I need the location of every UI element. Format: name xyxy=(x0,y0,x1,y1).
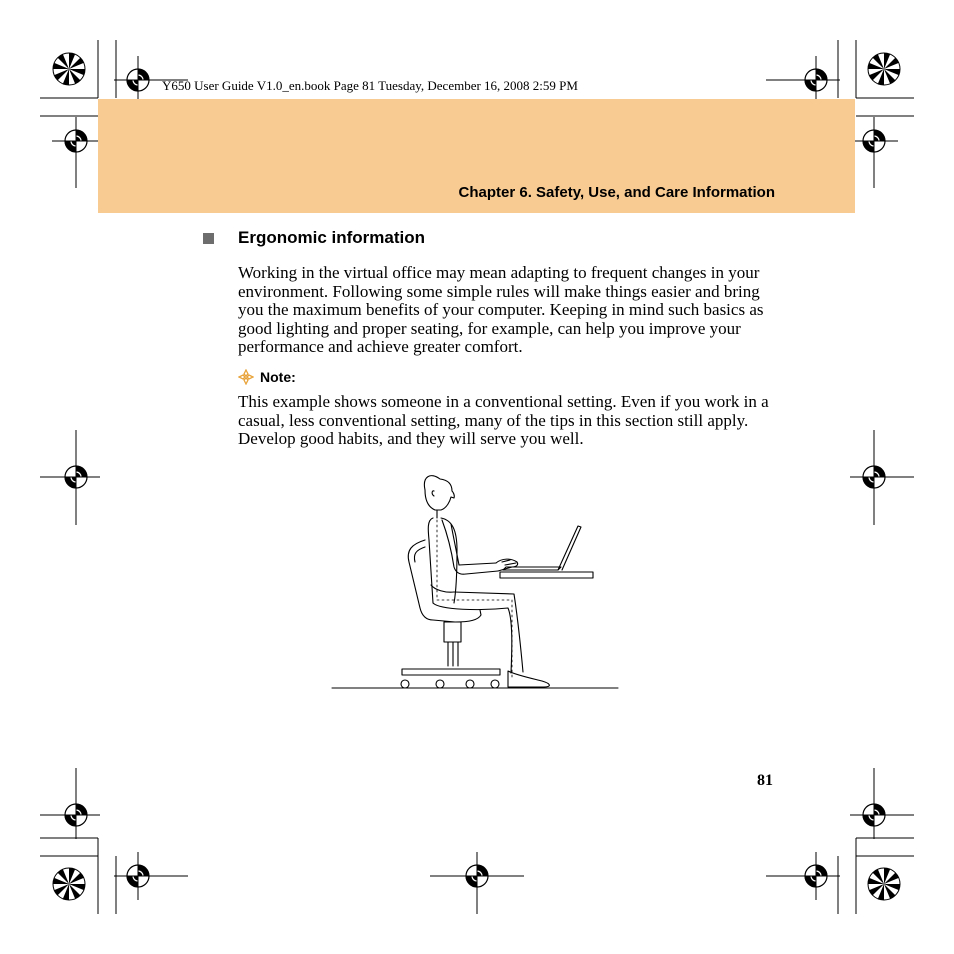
note-label: Note: xyxy=(260,369,296,385)
registration-sun-icon xyxy=(53,868,85,900)
note-header xyxy=(238,369,296,385)
ergonomic-seated-person-illustration xyxy=(330,470,620,692)
diamond-star-icon xyxy=(238,369,254,385)
body-paragraph: Working in the virtual office may mean adapting to frequent changes in your environment. Following some simple rules will make things easier and bring you the maximum benefits of your computer. Keeping in mind such basics as good lighting and proper seating, for example, can help you improve your performance and achieve greater comfort. xyxy=(238,263,764,356)
office-chair xyxy=(401,540,500,688)
note-paragraph: This example shows someone in a conventional setting. Even if you work in a casual, less conventional setting, many of the tips in this section still apply. Develop good habits, and they will serve you well. xyxy=(238,392,769,448)
chapter-header-band xyxy=(98,99,855,213)
desk xyxy=(500,572,593,578)
chapter-title: Chapter 6. Safety, Use, and Care Information xyxy=(458,184,775,201)
person-legs xyxy=(433,592,549,687)
person-head xyxy=(424,476,454,518)
page-number: 81 xyxy=(757,772,773,789)
registration-sun-icon xyxy=(53,53,85,85)
registration-sun-icon xyxy=(868,868,900,900)
section-heading: Ergonomic information xyxy=(238,228,425,247)
registration-target-icon xyxy=(792,56,840,104)
print-slug-line: Y650 User Guide V1.0_en.book Page 81 Tuesday, December 16, 2008 2:59 PM xyxy=(162,78,578,93)
registration-sun-icon xyxy=(868,53,900,85)
square-bullet-icon xyxy=(203,233,214,244)
registration-target-icon xyxy=(114,56,162,104)
